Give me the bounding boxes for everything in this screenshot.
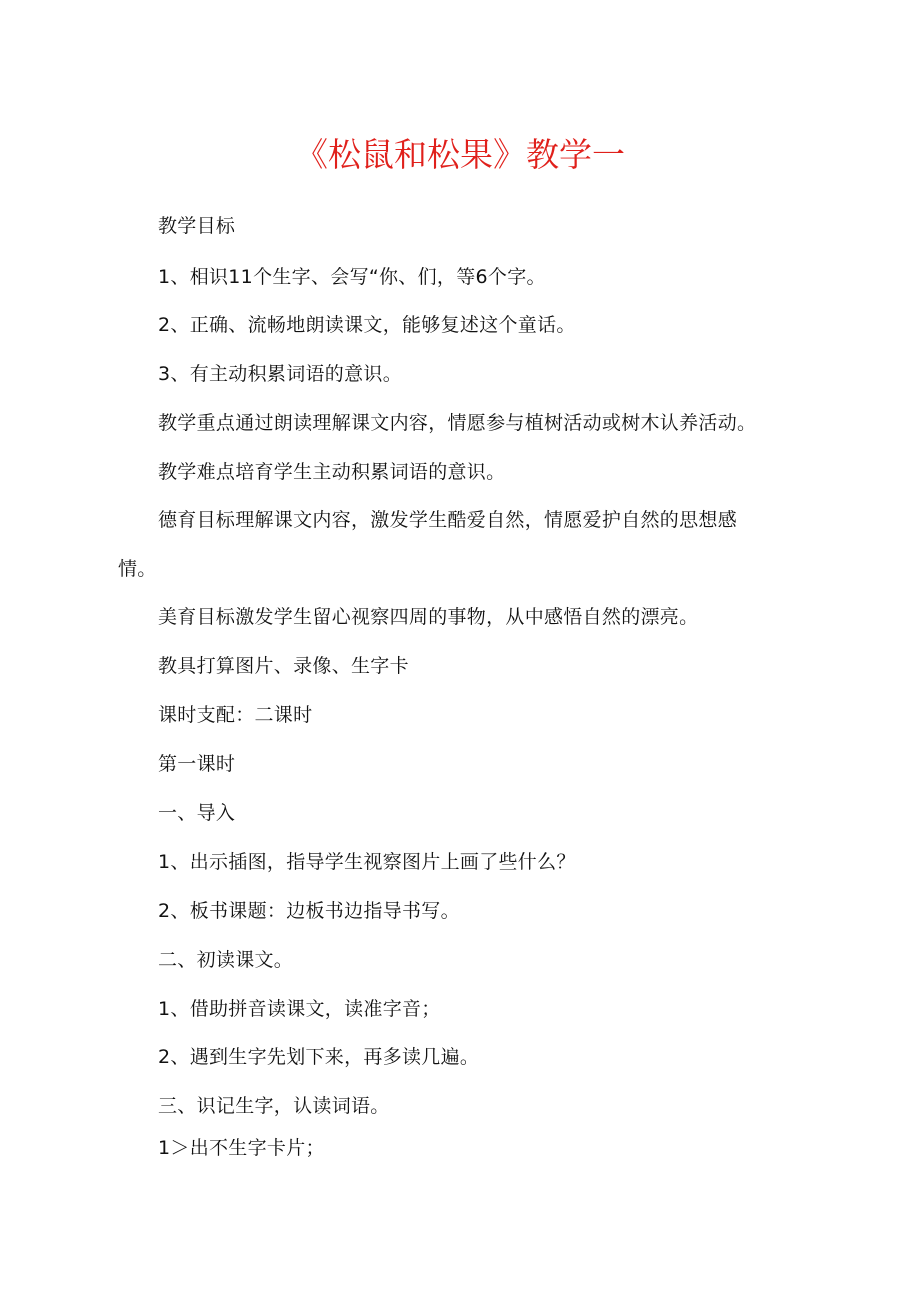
paragraph-section-intro: 一、导入: [158, 802, 236, 824]
paragraph-aesthetic-goals: 美育目标激发学生留心视察四周的事物，从中感悟自然的漂亮。: [158, 606, 699, 628]
document-title: 《松鼠和松果》教学一: [295, 135, 625, 174]
paragraph-section-first-reading: 二、初读课文。: [158, 949, 294, 971]
paragraph-moral-goals-continued: 情。: [118, 558, 157, 580]
paragraph-intro-step-1: 1、出示插图，指导学生视察图片上画了些什么？: [158, 851, 576, 873]
paragraph-intro-step-2: 2、板书课题：边板书边指导书写。: [158, 900, 460, 922]
paragraph-moral-goals: 德育目标理解课文内容，激发学生酷爱自然，情愿爱护自然的思想感: [158, 509, 738, 531]
paragraph-reading-step-2: 2、遇到生字先划下来，再多读几遍。: [158, 1046, 480, 1068]
paragraph-first-lesson: 第一课时: [158, 753, 236, 775]
paragraph-schedule: 课时支配：二课时: [158, 704, 313, 726]
paragraph-reading-step-1: 1、借助拼音读课文，读准字音；: [158, 998, 441, 1020]
paragraph-objective-3: 3、有主动积累词语的意识。: [158, 363, 402, 385]
paragraph-teaching-aids: 教具打算图片、录像、生字卡: [158, 655, 409, 677]
paragraph-section-characters: 三、识记生字，认读词语。: [158, 1095, 390, 1117]
paragraph-characters-step-1: 1＞出不生字卡片；: [158, 1137, 325, 1159]
paragraph-heading-objectives: 教学目标: [158, 215, 236, 237]
paragraph-objective-1: 1、相识11个生字、会写“你、们，等6个字。: [158, 266, 546, 288]
paragraph-key-points: 教学重点通过朗读理解课文内容，情愿参与植树活动或树木认养活动。: [158, 412, 757, 434]
paragraph-objective-2: 2、正确、流畅地朗读课文，能够复述这个童话。: [158, 314, 576, 336]
paragraph-difficulties: 教学难点培育学生主动积累词语的意识。: [158, 461, 506, 483]
